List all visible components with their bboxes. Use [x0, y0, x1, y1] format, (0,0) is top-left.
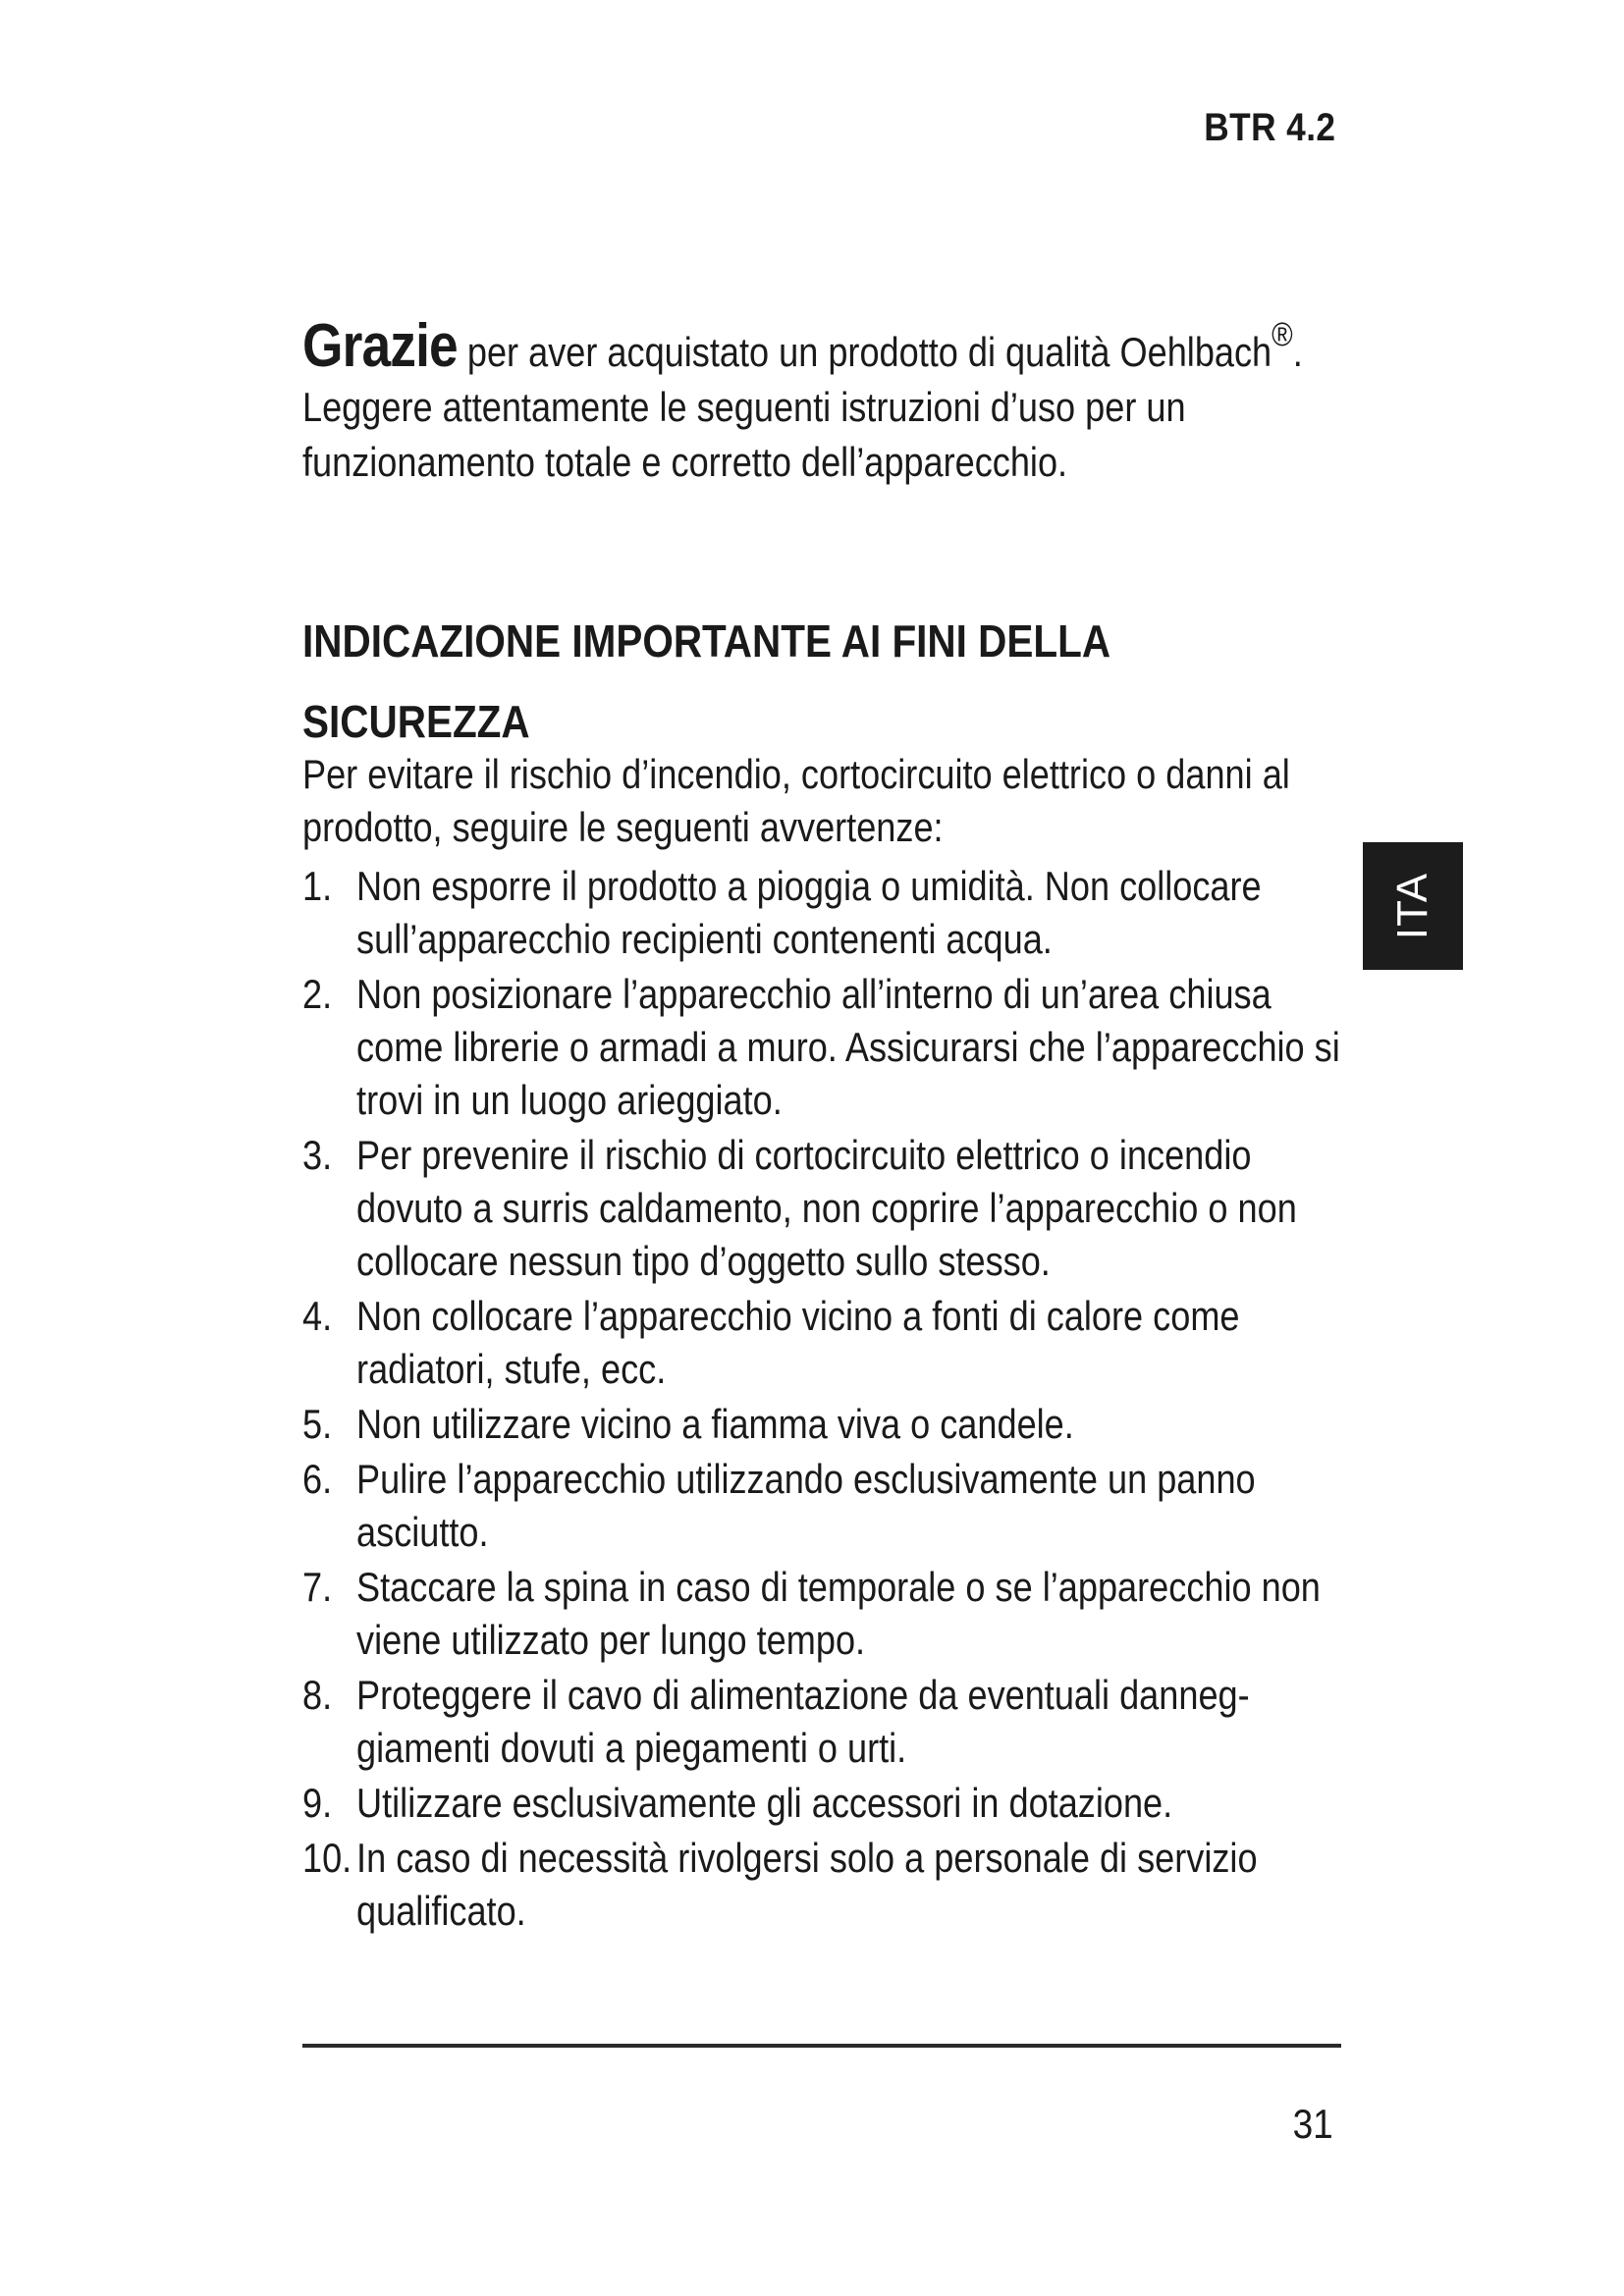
- list-item-number: 7.: [302, 1564, 333, 1610]
- intro-lead-word: Grazie: [302, 312, 458, 380]
- footer-divider: [302, 2044, 1341, 2048]
- language-tab-label: ITA: [1388, 872, 1436, 940]
- model-name: BTR 4.2: [1203, 106, 1335, 149]
- safety-warnings-list: [302, 860, 1341, 1940]
- list-item: [302, 1453, 1341, 1559]
- list-item-number: 3.: [302, 1132, 333, 1178]
- list-item: [302, 860, 1341, 966]
- list-item-number: 5.: [302, 1401, 333, 1447]
- list-item: [302, 1129, 1341, 1288]
- safety-heading: INDICAZIONE IMPORTANTE AI FINI DELLA SICUREZZA: [302, 615, 1110, 747]
- list-item-text: Proteggere il cavo di alimentazione da eventuali danneg-giamenti dovuti a piegamenti o urti.: [356, 1672, 1250, 1771]
- list-item: [302, 1290, 1341, 1396]
- list-item-number: 6.: [302, 1456, 333, 1502]
- list-item: [302, 1669, 1341, 1775]
- list-item: [302, 1561, 1341, 1667]
- list-item-number: 10.: [302, 1835, 352, 1881]
- list-item: [302, 968, 1341, 1127]
- safety-intro: Per evitare il rischio d’incendio, cortocircuito elettrico o danni al prodotto, seguire le seguenti avvertenze:: [302, 751, 1290, 850]
- list-item: [302, 1398, 1341, 1451]
- registered-mark: ®: [1272, 316, 1293, 353]
- list-item-number: 1.: [302, 863, 333, 909]
- list-item-number: 9.: [302, 1780, 333, 1826]
- list-item-number: 2.: [302, 971, 333, 1017]
- intro-text-part2: . Leggere attentamente le seguenti istruzioni d’uso per un funzionamento totale e corretto dell’apparecchio.: [302, 329, 1303, 485]
- list-item-text: Non posizionare l’apparecchio all’interno di un’area chiusa come librerie o armadi a muro. Assicurarsi che l’apparecchio si trovi in un luogo arieggiato.: [356, 971, 1340, 1123]
- intro-paragraph: [302, 312, 1341, 490]
- language-tab: [1363, 842, 1463, 970]
- list-item-text: Non esporre il prodotto a pioggia o umidità. Non collocare sull’apparecchio recipienti contenenti acqua.: [356, 863, 1262, 962]
- list-item-text: In caso di necessità rivolgersi solo a personale di servizio qualificato.: [356, 1835, 1258, 1934]
- intro-text-part1: per aver acquistato un prodotto di qualità Oehlbach: [457, 329, 1272, 375]
- list-item-number: 4.: [302, 1293, 333, 1339]
- list-item: [302, 1832, 1341, 1938]
- list-item-text: Pulire l’apparecchio utilizzando esclusivamente un panno asciutto.: [356, 1456, 1256, 1555]
- list-item-text: Per prevenire il rischio di cortocircuito elettrico o incendio dovuto a surris caldamento, non coprire l’apparecchio o non collocare nessun tipo d’oggetto sullo stesso.: [356, 1132, 1297, 1284]
- page-number: 31: [1292, 2101, 1333, 2147]
- list-item-number: 8.: [302, 1672, 333, 1718]
- list-item: [302, 1777, 1341, 1830]
- list-item-text: Non collocare l’apparecchio vicino a fonti di calore come radiatori, stufe, ecc.: [356, 1293, 1240, 1392]
- list-item-text: Utilizzare esclusivamente gli accessori in dotazione.: [356, 1780, 1173, 1826]
- list-item-text: Non utilizzare vicino a fiamma viva o candele.: [356, 1401, 1074, 1447]
- list-item-text: Staccare la spina in caso di temporale o se l’apparecchio non viene utilizzato per lungo tempo.: [356, 1564, 1321, 1663]
